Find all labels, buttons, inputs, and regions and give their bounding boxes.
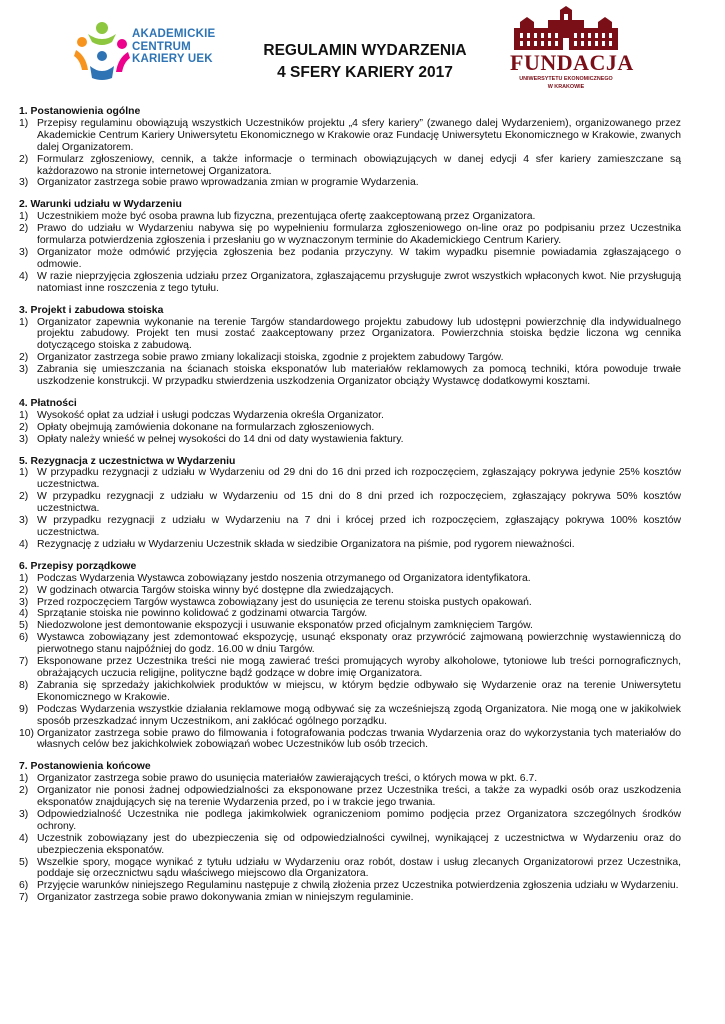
section-item-list [19,467,681,550]
regulation-item [19,247,681,271]
item-text: Podczas Wydarzenia wszystkie działania reklamowe mogą odbywać się za wcześniejszą zgodą Organizatora. Nie mogą one w jakikolwiek sposób przeszkadzać innym Uczestnikom, ani zakłócać ogólnego porządku. [37,703,681,727]
regulation-item [19,833,681,857]
regulation-item [19,364,681,388]
item-text: Uczestnikiem może być osoba prawna lub fizyczna, prezentująca ofertę zaakceptowaną przez Organizatora. [37,211,536,223]
item-number: 2) [19,491,29,503]
regulation-item [19,271,681,295]
item-number: 1) [19,211,29,223]
item-number: 5) [19,620,29,632]
item-number: 2) [19,153,29,165]
section-heading: 5. Rezygnacja z uczestnictwa w Wydarzeniu [19,455,236,467]
regulation-item [19,656,681,680]
acuek-logo-text [132,28,215,66]
item-number: 1) [19,117,29,129]
acuek-logo-line: AKADEMICKIE [132,28,216,40]
item-text: Odpowiedzialność Uczestnika nie podlega jakimkolwiek ograniczeniom pomimo podjęcia przez Organizatora szczególnych środków ochrony. [37,808,681,832]
regulation-item [19,809,681,833]
item-number: 6) [19,880,29,892]
item-text: Organizator zastrzega sobie prawo do usunięcia materiałów zawierających treści, o których mowa w pkt. 6.7. [37,773,538,785]
regulation-section [19,305,681,388]
item-number: 2) [19,584,29,596]
section-item-list [19,211,681,294]
item-text: Organizator zastrzega sobie prawo zmiany lokalizacji stoiska, zgodnie z projektem zabudowy Targów. [37,352,504,364]
item-text: Organizator zastrzega sobie prawo do filmowania i fotografowania podczas trwania Wydarzenia oraz do wykorzystania tych materiałów do własnych celów bez jakichkolwiek zobowiązań wobec Uczestników lub osób trzecich. [37,727,681,751]
regulation-item [19,177,681,189]
regulation-item [19,632,681,656]
item-text: Organizator nie ponosi żadnej odpowiedzialności za eksponowane przez Uczestnika treści, a także za wypadki osób oraz uszkodzenia eksponatów znajdujących się na terenie Wydarzenia przed, po i w trakcie jego trwania. [37,785,681,809]
fundacja-logo-subtitle: UNIWERSYTETU EKONOMICZNEGO [519,76,613,82]
item-text: Wszelkie spory, mogące wynikać z tytułu udziału w Wydarzeniu oraz robót, dostaw i usług zlecanych Organizatorowi przez Uczestnika, poddaje się orzecznictwu sądu właściwego miejscowo dla Organizatora. [37,856,681,880]
item-text: W godzinach otwarcia Targów stoiska winny być dostępne dla zwiedzających. [37,584,394,596]
regulation-item [19,585,681,597]
document-header [0,0,725,100]
item-number: 3) [19,246,29,258]
title-line-2: 4 SFERY KARIERY 2017 [277,64,453,81]
regulation-section [19,398,681,446]
regulation-section [19,106,681,189]
acuek-logo-line: KARIERY UEK [132,53,213,65]
item-text: Eksponowane przez Uczestnika treści nie mogą zawierać treści promujących wyroby alkoholowe, tytoniowe lub treści pornograficznych, obrażających uczucia religijne, polityczne bądź godzące w dobre imię Organizatora. [37,656,681,679]
title-line-1: REGULAMIN WYDARZENIA [263,42,467,59]
item-text: W przypadku rezygnacji z udziału w Wydarzeniu od 29 dni do 16 dni przed ich rozpoczęciem, zgłaszający pokrywa jedynie 25% kosztów uczestnictwa. [37,467,681,491]
university-building-icon [510,6,622,52]
item-text: Rezygnację z udziału w Wydarzeniu Uczestnik składa w siedzibie Organizatora na piśmie, pod rygorem nieważności. [37,538,575,550]
item-number: 4) [19,270,29,282]
regulation-item [19,539,681,551]
item-number: 4) [19,608,29,620]
section-heading: 6. Przepisy porządkowe [19,560,137,572]
item-text: Sprzątanie stoiska nie powinno kolidować z godzinami otwarcia Targów. [37,608,368,620]
item-number: 1) [19,316,29,328]
item-number: 5) [19,856,29,868]
item-text: Opłaty obejmują zamówienia dokonane na formularzach zgłoszeniowych. [37,421,375,433]
regulation-item [19,422,681,434]
section-item-list [19,573,681,752]
acuek-logo [72,20,242,82]
item-number: 1) [19,773,29,785]
item-text: W przypadku rezygnacji z udziału w Wydarzeniu na 7 dni i krócej przed ich rozpoczęciem, zgłaszający pokrywa 100% kosztów uczestnictwa. [37,515,681,538]
item-text: Formularz zgłoszeniowy, cennik, a także informacje o terminach obowiązujących w danej edycji 4 sfer kariery zamieszczane są każdorazowo na stronie internetowej Organizatora. [37,153,681,177]
regulation-item [19,491,681,515]
section-item-list [19,317,681,388]
item-text: W przypadku rezygnacji z udziału w Wydarzeniu od 15 dni do 8 dni przed ich rozpoczęciem, zgłaszający pokrywa 50% kosztów uczestnictwa. [37,491,681,515]
item-number: 2) [19,421,29,433]
regulation-item [19,515,681,539]
section-item-list [19,773,681,904]
item-text: Przyjęcie warunków niniejszego Regulaminu następuje z chwilą złożenia przez Uczestnika potwierdzenia zgłoszenia udziału w Wydarzeniu. [37,880,679,892]
item-text: Organizator zapewnia wykonanie na terenie Targów standardowego projektu zabudowy lub udostępni powierzchnię dla indywidualnego projektu zabudowy. Projekt ten musi zostać zaakceptowany przez Organizatora. Powierzchnia stoiska będzie liczona wg cennika dotyczącego stoiska z zabudową. [37,316,681,352]
fundacja-logo-word: FUNDACJA [510,50,634,75]
item-number: 3) [19,596,29,608]
regulation-item [19,857,681,881]
item-text: Wysokość opłat za udział i usługi podczas Wydarzenia określa Organizator. [37,409,384,421]
item-number: 4) [19,832,29,844]
item-number: 1) [19,572,29,584]
regulation-item [19,608,681,620]
item-number: 2) [19,785,29,797]
regulation-item [19,620,681,632]
regulation-item [19,728,681,752]
regulation-item [19,785,681,809]
item-number: 9) [19,703,29,715]
section-heading: 2. Warunki udziału w Wydarzeniu [19,199,182,211]
regulation-item [19,704,681,728]
regulation-item [19,773,681,785]
item-text: W razie nieprzyjęcia zgłoszenia udziału przez Organizatora, zgłaszającemu przysługuje zwrot wszystkich wpłaconych kwot. Nie przysługują natomiast inne roszczenia z tego tytułu. [37,270,681,294]
section-heading: 3. Projekt i zabudowa stoiska [19,304,164,316]
regulation-section [19,561,681,752]
regulation-item [19,410,681,422]
fundacja-logo-subtitle: W KRAKOWIE [547,84,585,90]
item-text: Opłaty należy wnieść w pełnej wysokości do 14 dni od daty wystawienia faktury. [37,433,404,445]
regulation-item [19,892,681,904]
regulation-item [19,118,681,154]
item-text: Prawo do udziału w Wydarzeniu nabywa się po wypełnieniu formularza zgłoszeniowego on-line oraz po podpisaniu przez Uczestnika formularza potwierdzenia zgłoszenia i przesłaniu go w wyznaczonym terminie do Akademickiego Centrum Kariery. [37,223,681,247]
acuek-emblem-icon [72,20,130,82]
item-text: Podczas Wydarzenia Wystawca zobowiązany jestdo noszenia otrzymanego od Organizatora identyfikatora. [37,572,531,584]
item-text: Wystawca zobowiązany jest zdemontować ekspozycję, usunąć eksponaty oraz przywrócić zajmowaną powierzchnię wystawienniczą do pierwotnego stanu najpóźniej do godz. 16.00 w dniu Targów. [37,632,681,656]
regulation-item [19,434,681,446]
item-number: 3) [19,515,29,527]
item-number: 2) [19,352,29,364]
item-text: Przed rozpoczęciem Targów wystawca zobowiązany jest do usunięcia ze terenu stoiska pustych opakowań. [37,596,532,608]
section-item-list [19,410,681,446]
section-heading: 4. Płatności [19,397,77,409]
regulation-item [19,352,681,364]
item-number: 10) [19,727,35,739]
item-number: 2) [19,223,29,235]
item-number: 3) [19,808,29,820]
regulation-item [19,317,681,353]
item-text: Organizator zastrzega sobie prawo wprowadzania zmian w programie Wydarzenia. [37,177,419,189]
regulation-item [19,154,681,178]
regulation-item [19,467,681,491]
regulation-item [19,680,681,704]
item-number: 3) [19,433,29,445]
item-number: 7) [19,656,29,668]
section-heading: 7. Postanowienia końcowe [19,761,151,773]
item-number: 6) [19,632,29,644]
item-number: 4) [19,538,29,550]
regulation-item [19,211,681,223]
regulation-item [19,223,681,247]
section-item-list [19,118,681,189]
item-number: 3) [19,177,29,189]
regulation-item [19,573,681,585]
regulation-body [19,106,681,914]
regulation-item [19,597,681,609]
section-heading: 1. Postanowienia ogólne [19,106,141,117]
item-number: 1) [19,467,29,479]
acuek-logo-line: CENTRUM [132,40,191,53]
item-number: 1) [19,409,29,421]
item-number: 8) [19,679,29,691]
fundacja-logo [510,6,634,94]
item-text: Zabrania się sprzedaży jakichkolwiek produktów w miejscu, w którym będzie odbywało się Wydarzenie oraz na terenie Uniwersytetu Ekonomicznego w Krakowie. [37,679,681,703]
item-text: Organizator zastrzega sobie prawo dokonywania zmian w niniejszym regulaminie. [37,892,414,904]
regulation-section [19,761,681,904]
item-text: Uczestnik zobowiązany jest do ubezpieczenia się od odpowiedzialności cywilnej, wynikającej z uczestnictwa w Wydarzeniu oraz do ubezpieczenia eksponatów. [37,832,681,856]
regulation-section [19,456,681,551]
item-text: Zabrania się umieszczania na ścianach stoiska eksponatów lub materiałów reklamowych za pomocą techniki, która powoduje trwałe uszkodzenie konstrukcji. W przypadku stwierdzenia uszkodzenia Organizator obciąży Wystawcę dodatkowymi kosztami. [37,364,681,388]
document-title [240,40,490,84]
item-number: 3) [19,364,29,376]
item-number: 7) [19,892,29,904]
regulation-item [19,880,681,892]
item-text: Przepisy regulaminu obowiązują wszystkich Uczestników projektu „4 sfery kariery” (zwanego dalej Wydarzeniem), organizowanego przez Akademickie Centrum Kariery Uniwersytetu Ekonomicznego w Krakowie oraz Fundację Uniwersytetu Ekonomicznego w Krakowie, zwanych dalej Organizatorem. [37,117,681,153]
item-text: Niedozwolone jest demontowanie ekspozycji i usuwanie eksponatów przed oficjalnym zamknięciem Targów. [37,620,533,632]
item-text: Organizator może odmówić przyjęcia zgłoszenia bez podania przyczyny. W takim wypadku pisemnie powiadamia zgłaszającego o odmowie. [37,246,681,270]
regulation-section [19,199,681,294]
